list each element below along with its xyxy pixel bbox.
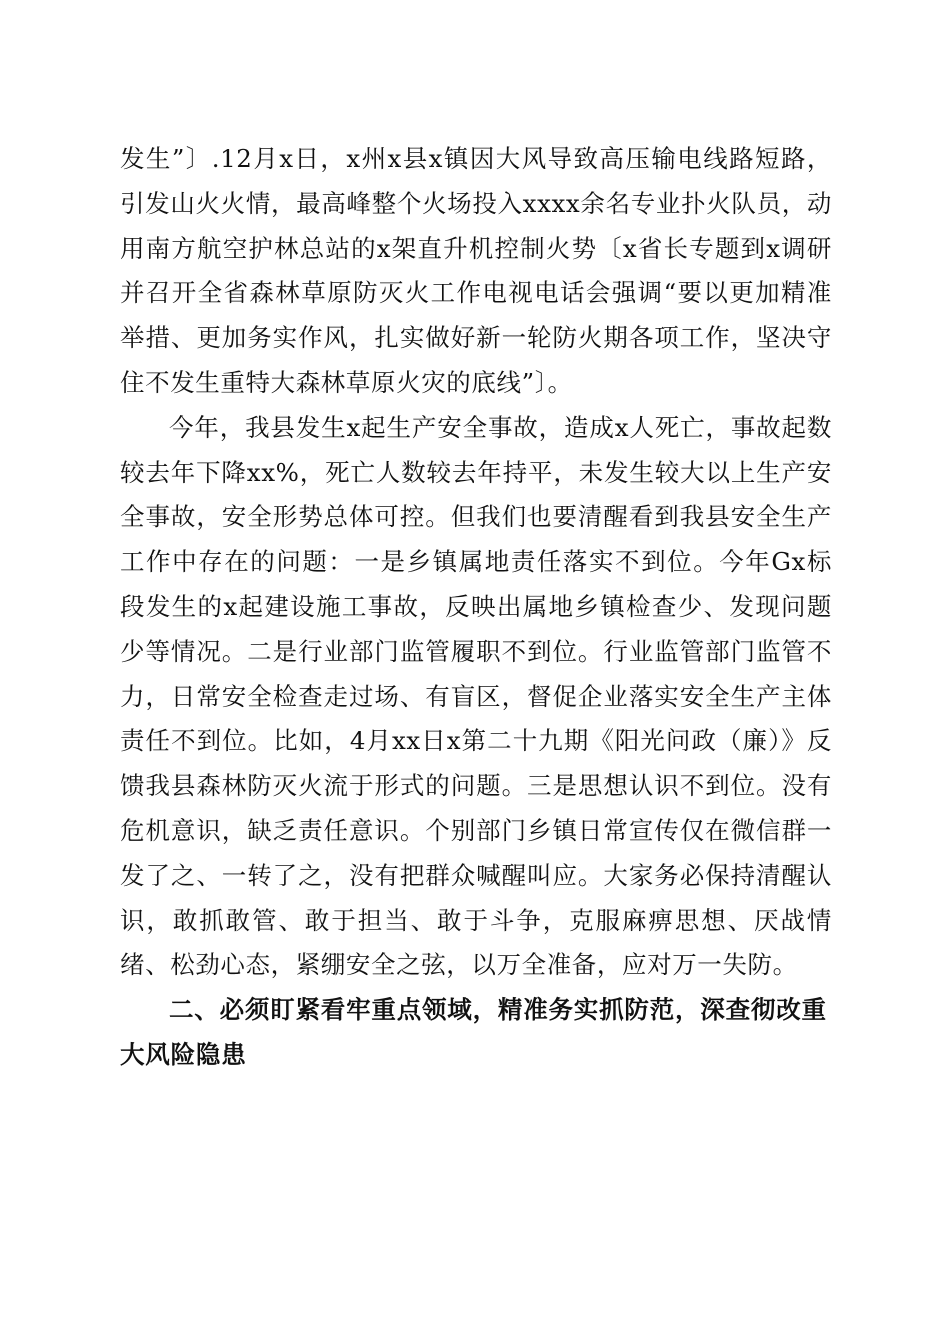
section-heading: 二、必须盯紧看牢重点领域，精准务实抓防范，深查彻改重大风险隐患: [120, 995, 827, 1069]
paragraph-safety-status: 今年，我县发生x起生产安全事故，造成x人死亡，事故起数较去年下降xx%，死亡人数较去年持平，未发生较大以上生产安全事故，安全形势总体可控。但我们也要清醒看到我县安全生产工作中存在的问题：一是乡镇属地责任落实不到位。今年Gx标段发生的x起建设施工事故，反映出属地乡镇检查少、发现问题少等情况。二是行业部门监管履职不到位。行业监管部门监管不力，日常安全检查走过场、有盲区，督促企业落实安全生产主体责任不到位。比如，4月xx日x第二十九期《阳光问政（廉）》反馈我县森林防灭火流于形式的问题。三是思想认识不到位。没有危机意识，缺乏责任意识。个别部门乡镇日常宣传仅在微信群一发了之、一转了之，没有把群众喊醒叫应。大家务必保持清醒认识，敢抓敢管、敢于担当、敢于斗争，克服麻痹思想、厌战情绪、松劲心态，紧绷安全之弦，以万全准备，应对万一失防。: [120, 412, 832, 980]
paragraph-continuation: 发生”〕.12月x日，x州x县x镇因大风导致高压输电线路短路，引发山火火情，最高峰整个火场投入xxxx余名专业扑火队员，动用南方航空护林总站的x架直升机控制火势〔x省长专题到x调研并召开全省森林草原防灭火工作电视电话会强调“要以更加精准举措、更加务实作风，扎实做好新一轮防火期各项工作，坚决守住不发生重特大森林草原火灾的底线”〕。: [120, 144, 832, 397]
document-body: [120, 137, 832, 1078]
